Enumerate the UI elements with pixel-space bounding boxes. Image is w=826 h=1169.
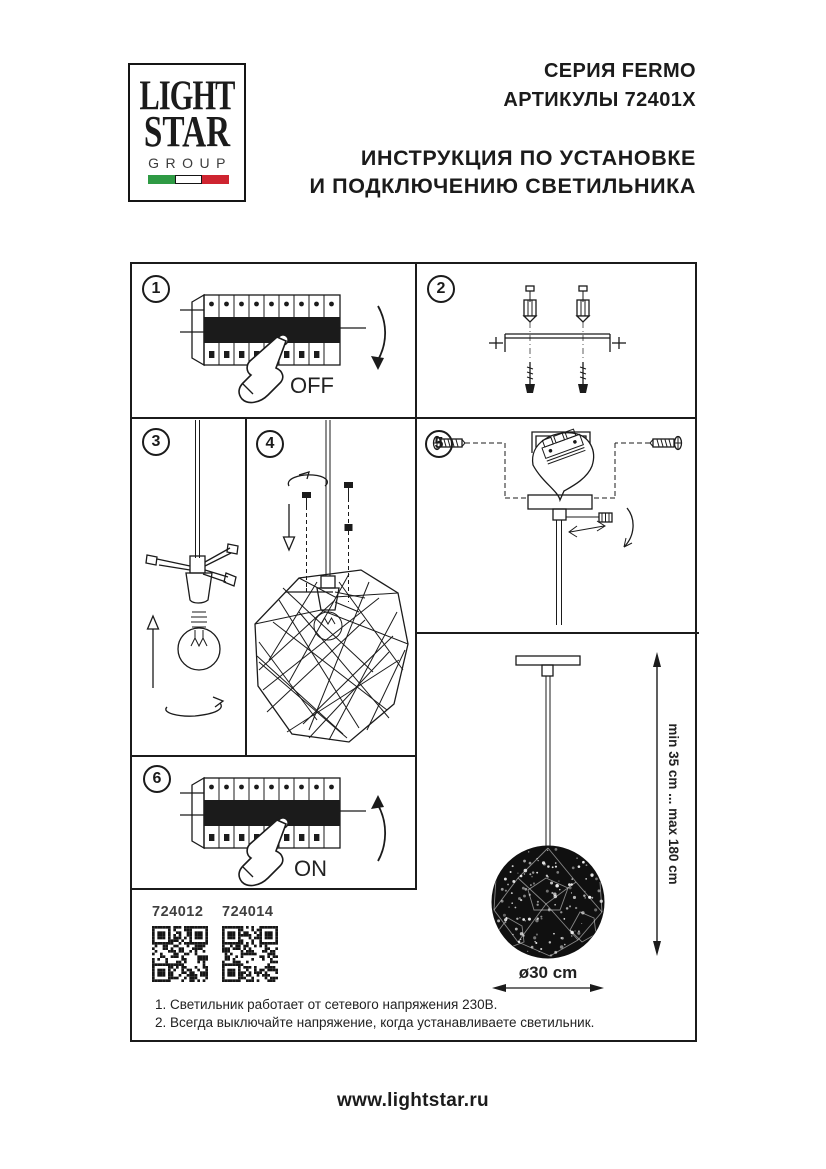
wall-anchor-icon [577,286,589,322]
step-1-number: 1 [142,275,170,303]
screw-icon [434,437,466,450]
assembled-pendant-diagram [420,642,697,998]
mounting-bracket-icon [489,334,626,352]
flag-green [148,175,175,184]
step-4-number: 4 [256,430,284,458]
dimension-arrow-head-right [590,984,604,992]
qr-code-724012 [152,926,208,982]
divider-row1 [132,417,695,419]
dimension-arrow-head-left [492,984,506,992]
lightstar-logo [128,63,246,202]
arrow-up-curve [378,805,385,861]
arrow-up-head [371,795,384,809]
divider-step6-top [132,755,417,757]
articles-title: АРТИКУЛЫ 72401X [503,89,696,111]
flag-red [202,175,229,184]
step5-canopy-diagram [420,422,695,628]
step1-power-off-diagram [172,280,392,405]
logo-word-light: LIGHT [139,73,235,120]
step2-hardware-diagram [455,272,685,412]
rotate-arrow [166,703,221,716]
set-screw-icon [599,513,612,522]
off-label: OFF [290,373,334,398]
screw-icon [344,482,353,602]
canopy-stem [542,665,553,676]
pointing-hand-icon [239,820,286,885]
step-2-number: 2 [427,275,455,303]
arrow-down-head [284,537,295,550]
instruction-title-line2: И ПОДКЛЮЧЕНИЮ СВЕТИЛЬНИКА [309,174,696,198]
italian-flag-stripe [148,175,229,184]
screw-icon [525,362,535,393]
safety-notes [155,996,700,1031]
step-5-number: 5 [425,430,453,458]
product-code: 724014 [222,904,274,920]
screw-icon [302,492,311,588]
qr-code-724014 [222,926,278,982]
screw-icon [650,437,682,450]
arrow-down-head [371,356,384,370]
divider-step5-bottom [415,632,699,634]
step4-shade-diagram [247,420,412,750]
height-range-label: min 35 cm ... max 180 cm [666,723,681,885]
socket-and-bulb-icon [285,576,365,640]
arrow-up-head [148,616,159,629]
light-bulb-icon [178,612,220,670]
note-line: 1. Светильник работает от сетевого напряжения 230В. [155,997,498,1012]
dimension-arrow-head-bottom [653,941,661,956]
divider-step6-bottom [132,888,417,890]
step-6-number: 6 [143,765,171,793]
logo-word-star: STAR [143,106,231,157]
on-label: ON [294,856,327,881]
socket-bracket-icon [146,544,238,603]
step3-bulb-diagram [133,420,241,750]
product-code: 724012 [152,904,204,920]
dimension-arrow-head-top [653,652,661,667]
screw-icon [578,362,588,393]
cage-shade-icon [255,570,408,742]
perforated-sphere-shade [492,846,604,958]
step-3-number: 3 [142,428,170,456]
ceiling-plate [516,656,580,665]
step6-power-on-diagram [172,763,392,888]
divider-col-main [415,264,417,890]
diameter-label: ø30 cm [518,963,578,982]
canopy-stem [553,509,566,520]
logo-word-group: GROUP [148,155,232,171]
terminal-block-magnifier [533,428,594,500]
flag-white [175,175,202,184]
website-url: www.lightstar.ru [337,1090,489,1111]
series-title: СЕРИЯ FERMO [543,60,696,82]
instruction-title-line1: ИНСТРУКЦИЯ ПО УСТАНОВКЕ [360,146,696,170]
arrow-down-curve [378,306,385,360]
wall-anchor-icon [524,286,536,322]
note-line: 2. Всегда выключайте напряжение, когда устанавливаете светильник. [155,1014,595,1030]
pointing-hand-icon [239,337,286,402]
